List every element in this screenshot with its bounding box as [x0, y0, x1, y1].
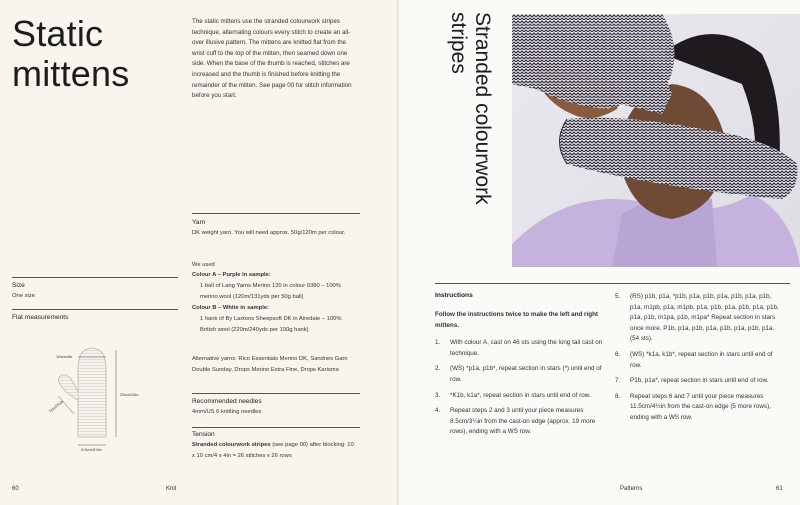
instructions-column-1	[435, 310, 605, 443]
step-text: *K1b, k1a*, repeat section in stars until end of row.	[450, 391, 591, 399]
step-number: 8.	[615, 392, 621, 400]
step-text: Repeat steps 2 and 3 until your piece measures 8.5cm/3¼in from the cast-on edge (approx. 19 more rows), ending with a WS row.	[450, 407, 596, 436]
tension-label: Tension	[192, 431, 215, 438]
colour-b-description: 1 hank of By Laxtons Sheepsoft DK in Airedale – 100% British wool (220m/240yds per 100g hank)	[200, 316, 342, 333]
instructions-heading: Instructions	[435, 292, 473, 299]
step-text: (WS) *p1a, p1b*, repeat section in stars (*) until end of row.	[450, 365, 602, 383]
vertical-section-title	[440, 12, 500, 242]
we-used-label: We used	[192, 262, 215, 268]
instructions-lead: Follow the instructions twice to make the left and right mittens.	[435, 311, 599, 329]
step-text: (RS) p1b, p1a, *p1b, p1a, p1b, p1a, p1b, p1a, p1b, p1a, m1pb, p1a, m1pb, p1a, p1b, p1a, p1b, p1a, p1b, p1a, p1b, m1pa, p1b, m1pa* Repeat section in stars once more. P1b, p1a, p1b, p1a, p1b, p1a, p1b, p1a. (54 sts).	[630, 293, 779, 343]
running-footer: Knit	[166, 486, 177, 492]
size-label: Size	[12, 282, 25, 289]
colour-b-label: Colour B – White in sample:	[192, 305, 269, 311]
step-number: 6.	[615, 350, 621, 358]
running-footer: Patterns	[620, 486, 643, 492]
page-title	[12, 14, 129, 94]
label-width-top: 10cm/4in	[56, 354, 73, 359]
step-text: With colour A, cast on 46 sts using the long tail cast on technique.	[450, 339, 603, 357]
page-number: 61	[776, 486, 783, 492]
tension-details: (see page 00) after blocking: 10 x 10 cm/4 x 4in = 26 stitches x 26 rows	[192, 442, 354, 459]
tension-description	[192, 440, 354, 461]
divider	[192, 427, 360, 428]
step-text: Repeat steps 6 and 7 until your piece measures 11.5cm/4½in from the cast-on edge (5 more rows), ending with a WS row.	[630, 392, 771, 421]
label-height: 25cm/10in	[120, 392, 139, 397]
step-number: 1.	[435, 339, 441, 347]
divider	[12, 277, 178, 278]
divider	[435, 283, 790, 284]
yarn-description: DK weight yarn. You will need approx. 50g/120m per colour.	[192, 230, 346, 236]
title-line-2: mittens	[12, 53, 130, 94]
needles-value: 4mm/US 6 knitting needles	[192, 409, 262, 415]
step-text: (WS) *k1a, k1b*, repeat section in stars until end of row.	[630, 350, 773, 369]
step-number: 4.	[435, 407, 441, 415]
size-value: One size	[12, 293, 35, 299]
vertical-title-line-2: stripes	[447, 12, 470, 74]
step-number: 3.	[435, 391, 441, 399]
instructions-column-2	[615, 292, 785, 429]
divider	[192, 213, 360, 214]
label-width-bottom: 9.5cm/3¾in	[81, 447, 102, 452]
instruction-step	[435, 391, 605, 402]
flat-measurements-label: Flat measurements	[12, 314, 69, 321]
step-number: 7.	[615, 377, 621, 385]
label-thumb: 7cm/2¾in	[47, 399, 65, 414]
step-number: 2.	[435, 365, 441, 373]
instruction-step	[435, 406, 605, 438]
alternative-yarns: Alternative yarns: Rico Essentials Merino DK, Sandnes Garn Double Sunday, Drops Merino Extra Fine, Drops Karisma	[192, 356, 348, 373]
title-line-1: Static	[12, 13, 104, 54]
intro-paragraph: The static mittens use the stranded colourwork stripes technique, alternating colours every stitch to create an all-over illusive pattern. The mittens are knitted flat from the wrist cuff to the top of the mitten, then seamed down one side. When the base of the thumb is reached, stitches are increased and the thumb is finished before knitting the remainder of the mitten. See page 00 for stitch information before you start.	[192, 18, 352, 100]
instruction-step	[435, 364, 605, 385]
tension-title: Stranded colourwork stripes	[192, 442, 271, 448]
model-photo	[512, 14, 800, 267]
colour-a-label: Colour A – Purple in sample:	[192, 272, 271, 278]
yarn-label: Yarn	[192, 219, 206, 226]
colour-a-description: 1 ball of Lang Yarns Merino 120 in colour 0380 – 100% merino wool (120m/131yds per 50g ball)	[200, 283, 341, 300]
left-page	[0, 0, 397, 505]
page-number: 60	[12, 486, 19, 492]
vertical-title-line-1: Stranded colourwork	[471, 12, 494, 205]
instruction-step	[615, 376, 785, 387]
divider	[12, 309, 178, 310]
instruction-step	[615, 350, 785, 371]
divider	[192, 393, 360, 394]
step-number: 5.	[615, 293, 621, 300]
mitten-diagram	[46, 340, 156, 455]
instruction-step	[615, 392, 785, 424]
instruction-step	[435, 338, 605, 359]
instruction-step	[615, 292, 785, 345]
needles-label: Recommended needles	[192, 398, 262, 405]
step-text: P1b, p1a*, repeat section in stars until end of row.	[630, 377, 769, 385]
